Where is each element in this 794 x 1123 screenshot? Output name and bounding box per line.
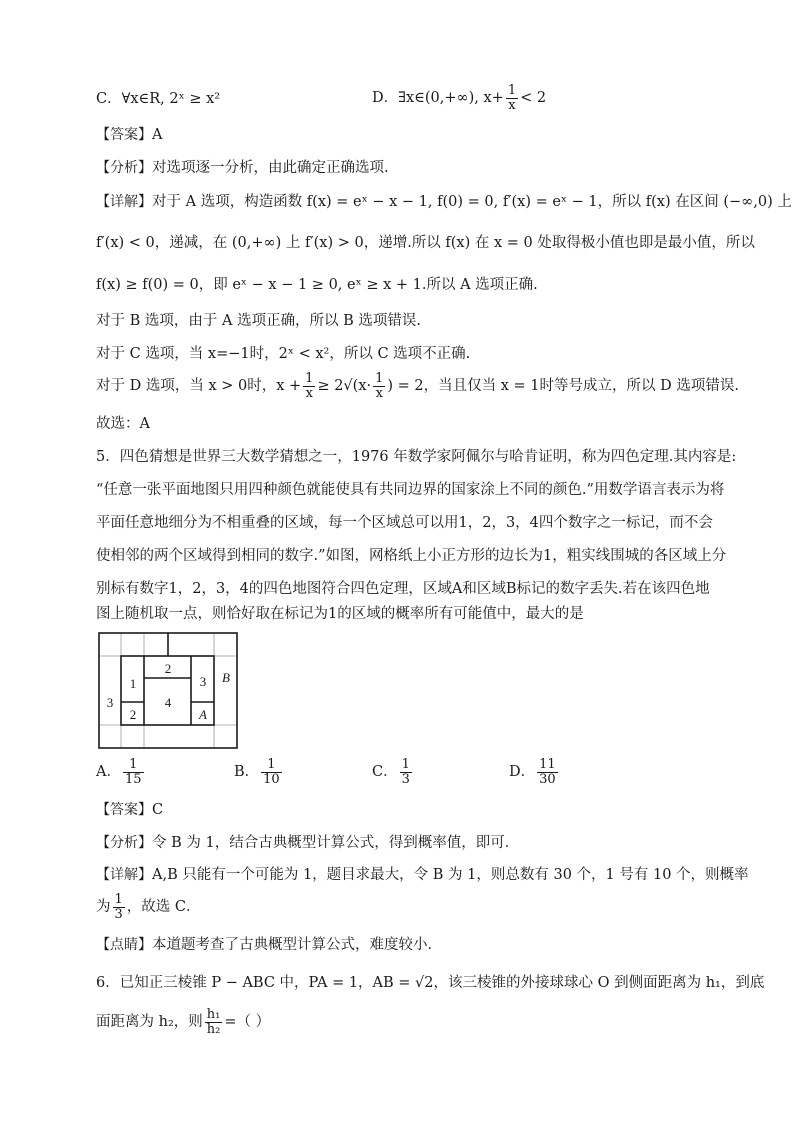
q5-stem-6: 图上随机取一点，则恰好取在标记为1的区域的概率所有可能值中，最大的是 [96, 606, 584, 622]
q5-option-b: B． $\frac{1}{10}$ [234, 757, 280, 787]
option-d-fraction: $\frac{1}{x}$ [507, 83, 517, 113]
q5-stem-4: 使相邻的两个区域得到相同的数字.”如图，网格纸上小正方形的边长为1，粗实线围城的各区域上分 [96, 548, 727, 564]
q5-option-d: D． $\frac{11}{30}$ [509, 757, 556, 787]
option-d-suffix: < 2 [520, 90, 547, 107]
q4-detail-6: 对于 D 选项，当 x > 0时，x + $\frac{1}{x}$ ≥ 2√(x· $\frac{1}{x}$ ) = 2，当且仅当 x = 1时等号成立，所以 D 选项错误. [96, 371, 739, 401]
q5-analysis: 【分析】令 B 为 1，结合古典概型计算公式，得到概率值，即可． [96, 835, 520, 851]
q4-answer: 【答案】A [96, 127, 163, 143]
q5-option-a: A． $\frac{1}{15}$ [96, 757, 142, 787]
q5-answer: 【答案】C [96, 802, 164, 818]
q5-option-c: C． $\frac{1}{3}$ [372, 757, 410, 787]
q4-detail-2: f′(x) < 0，递减，在 (0,+∞) 上 f′(x) > 0，递增.所以 f(x) 在 x = 0 处取得极小值也即是最小值，所以 [96, 235, 755, 251]
map-label-a: A [199, 707, 207, 722]
map-label-3-right: 3 [199, 674, 207, 689]
q4-detail-5: 对于 C 选项，当 x=−1时，2ˣ < x²，所以 C 选项不正确. [96, 346, 471, 362]
q4-detail-3: f(x) ≥ f(0) = 0，即 eˣ − x − 1 ≥ 0, eˣ ≥ x + 1.所以 A 选项正确. [96, 277, 538, 293]
option-d [372, 84, 546, 112]
q4-detail-4: 对于 B 选项，由于 A 选项正确，所以 B 选项错误. [96, 313, 422, 329]
q5-stem-3: 平面任意地细分为不相重叠的区域，每一个区域总可以用1，2，3，4四个数字之一标记，而不会 [96, 515, 713, 531]
option-c: C．∀x∈R, 2ˣ ≥ x² [96, 91, 221, 107]
q5-detail-2: 为 $\frac{1}{3}$ ，故选 C． [96, 892, 201, 922]
q5-stem-5: 别标有数字1，2，3，4的四色地图符合四色定理，区域A和区域B标记的数字丢失.若在该四色地 [96, 581, 710, 597]
q6-stem-1: 6．已知正三棱锥 P − ABC 中，PA = 1，AB = √2，该三棱锥的外接球球心 O 到侧面距离为 h₁，到底 [96, 975, 765, 991]
q4-choose: 故选：A [96, 416, 150, 432]
four-color-map-figure [96, 630, 246, 752]
q5-stem-1: 5．四色猜想是世界三大数学猜想之一，1976 年数学家阿佩尔与哈肯证明，称为四色定理.其内容是: [96, 449, 737, 465]
q5-comment: 【点睛】本道题考查了古典概型计算公式，难度较小． [96, 937, 442, 953]
map-label-2-top: 2 [164, 661, 172, 676]
q4-detail-1: 【详解】对于 A 选项，构造函数 f(x) = eˣ − x − 1, f(0) = 0, f′(x) = eˣ − 1，所以 f(x) 在区间 (−∞,0) 上 [96, 194, 792, 210]
q5-detail-1: 【详解】A,B 只能有一个可能为 1，题目求最大，令 B 为 1，则总数有 30 个，1 号有 10 个，则概率 [96, 867, 749, 883]
map-label-2-bottom: 2 [129, 707, 137, 722]
q6-stem-2: 面距离为 h₂，则 $\frac{\text{h₁}}{\text{h₂}}$ =（ ） [96, 1007, 271, 1037]
map-label-1: 1 [129, 676, 137, 691]
map-label-3-left: 3 [106, 695, 114, 710]
map-label-b: B [222, 670, 230, 685]
map-label-4: 4 [164, 695, 172, 710]
option-d-prefix: D．∃x∈(0,+∞), x+ [372, 90, 504, 107]
q4-analysis: 【分析】对选项逐一分析，由此确定正确选项. [96, 160, 389, 176]
q5-stem-2: “任意一张平面地图只用四种颜色就能使具有共同边界的国家涂上不同的颜色.”用数学语言表示为将 [96, 482, 725, 498]
